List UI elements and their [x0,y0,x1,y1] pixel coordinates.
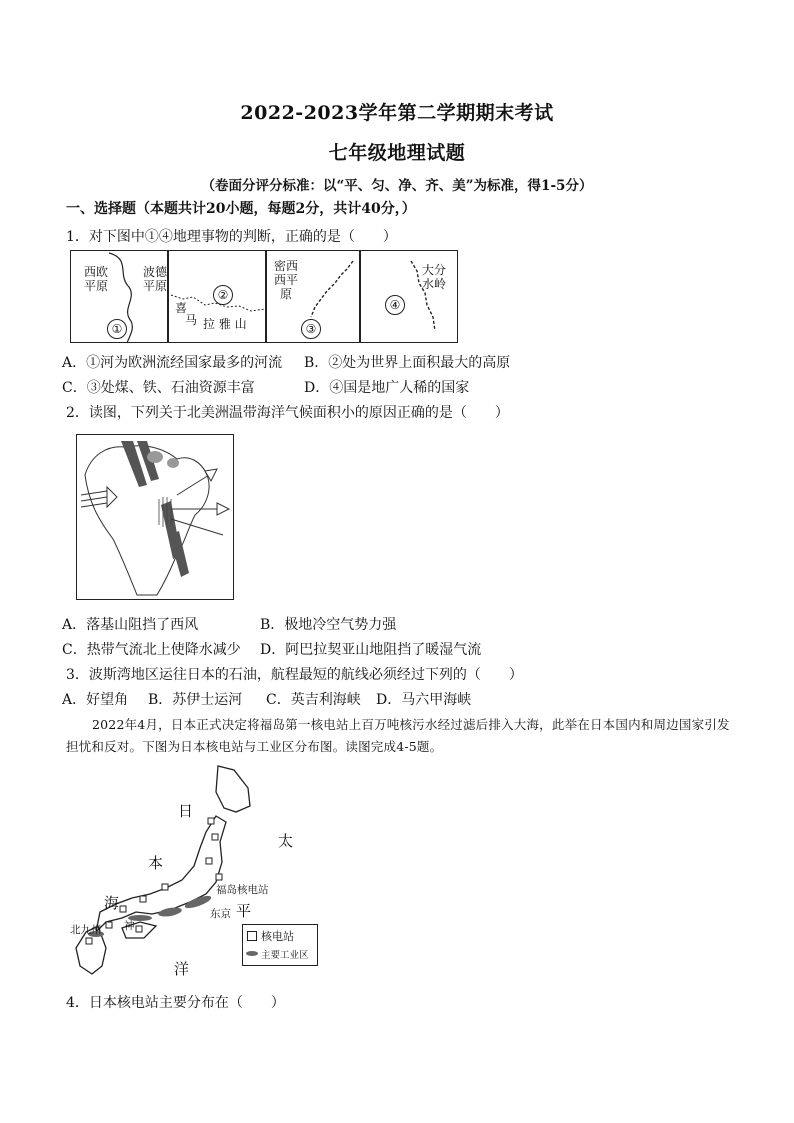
marker-4: ④ [385,295,405,315]
q1-option-d[interactable]: D．④国是地广人稀的国家 [304,380,470,396]
north-america-airflow-diagram [77,435,232,598]
q1-option-b[interactable]: B．②处为世界上面积最大的高原 [304,355,511,371]
label-yang: 洋 [174,960,190,978]
question-2-stem: 2．读图，下列关于北美洲温带海洋气候面积小的原因正确的是（ ） [66,405,509,421]
question-1-figure [70,250,460,345]
panel-2 [168,250,266,343]
q3-option-c[interactable]: C．英吉利海峡 [266,692,361,708]
panel-1 [70,250,168,343]
q1-option-a[interactable]: A．①河为欧洲流经国家最多的河流 [62,355,283,371]
marker-1: ① [107,319,127,339]
label-himalaya: 拉 雅 山 [203,317,247,331]
label-tokyo: 东京 [210,908,231,920]
panel-3 [266,250,360,343]
japan-nuclear-map [66,762,328,980]
label-xi: 喜 [175,301,188,315]
q2-option-c[interactable]: C．热带气流北上使降水减少 [62,642,241,658]
marker-2: ② [213,285,233,305]
label-hai: 海 [104,894,120,912]
label-west-europe-plain: 西欧平原 [83,265,108,293]
label-ri: 日 [178,802,194,820]
label-ma: 马 [185,313,198,327]
marker-3: ③ [301,319,321,339]
legend-industry: 主要工业区 [261,950,309,961]
label-ping: 平 [236,902,252,920]
nuclear-legend-icon [247,931,257,941]
label-kobe: 神 [124,920,135,932]
q3-option-b[interactable]: B．苏伊士运河 [148,692,243,708]
scoring-note: （卷面分评分标准：以“平、匀、净、齐、美”为标准，得1-5分） [201,178,593,194]
map-legend [242,924,318,966]
q1-option-c[interactable]: C．③处煤、铁、石油资源丰富 [62,380,255,396]
question-4-stem: 4．日本核电站主要分布在（ ） [66,995,285,1011]
label-tai: 太 [278,832,294,850]
section-heading: 一、选择题（本题共计20小题，每题2分，共计40分，） [66,201,416,217]
label-great-dividing-range: 大分水岭 [421,263,446,291]
legend-nuclear: 核电站 [261,930,294,943]
north-america-map [76,434,234,600]
industry-legend-icon [246,951,258,956]
panel-4 [360,250,458,343]
label-kitakyushu: 北九州 [70,924,102,936]
question-1-stem: 1．对下图中①④地理事物的判断，正确的是（ ） [66,229,397,245]
q2-option-a[interactable]: A．落基山阻挡了西风 [62,617,199,633]
exam-title: 2022-2023学年第二学期期末考试 [240,102,554,124]
question-3-stem: 3．波斯湾地区运往日本的石油，航程最短的航线必须经过下列的（ ） [66,667,523,683]
label-poland-plain: 波德平原 [143,265,168,293]
label-fukushima: 福岛核电站 [216,884,269,896]
label-ben: 本 [148,854,164,872]
q2-option-b[interactable]: B．极地冷空气势力强 [260,617,397,633]
exam-subtitle: 七年级地理试题 [328,142,466,164]
q3-option-d[interactable]: D．马六甲海峡 [376,692,472,708]
q3-option-a[interactable]: A．好望角 [62,692,129,708]
q2-option-d[interactable]: D．阿巴拉契亚山地阻挡了暖湿气流 [260,642,482,658]
passage-text: 2022年4月，日本正式决定将福岛第一核电站上百万吨核污水经过滤后排入大海，此举在日本国内和周边国家引发担忧和反对。下图为日本核电站与工业区分布图。读图完成4-5题。 [66,717,730,754]
label-mississippi-plain: 密西西平原 [273,259,298,301]
